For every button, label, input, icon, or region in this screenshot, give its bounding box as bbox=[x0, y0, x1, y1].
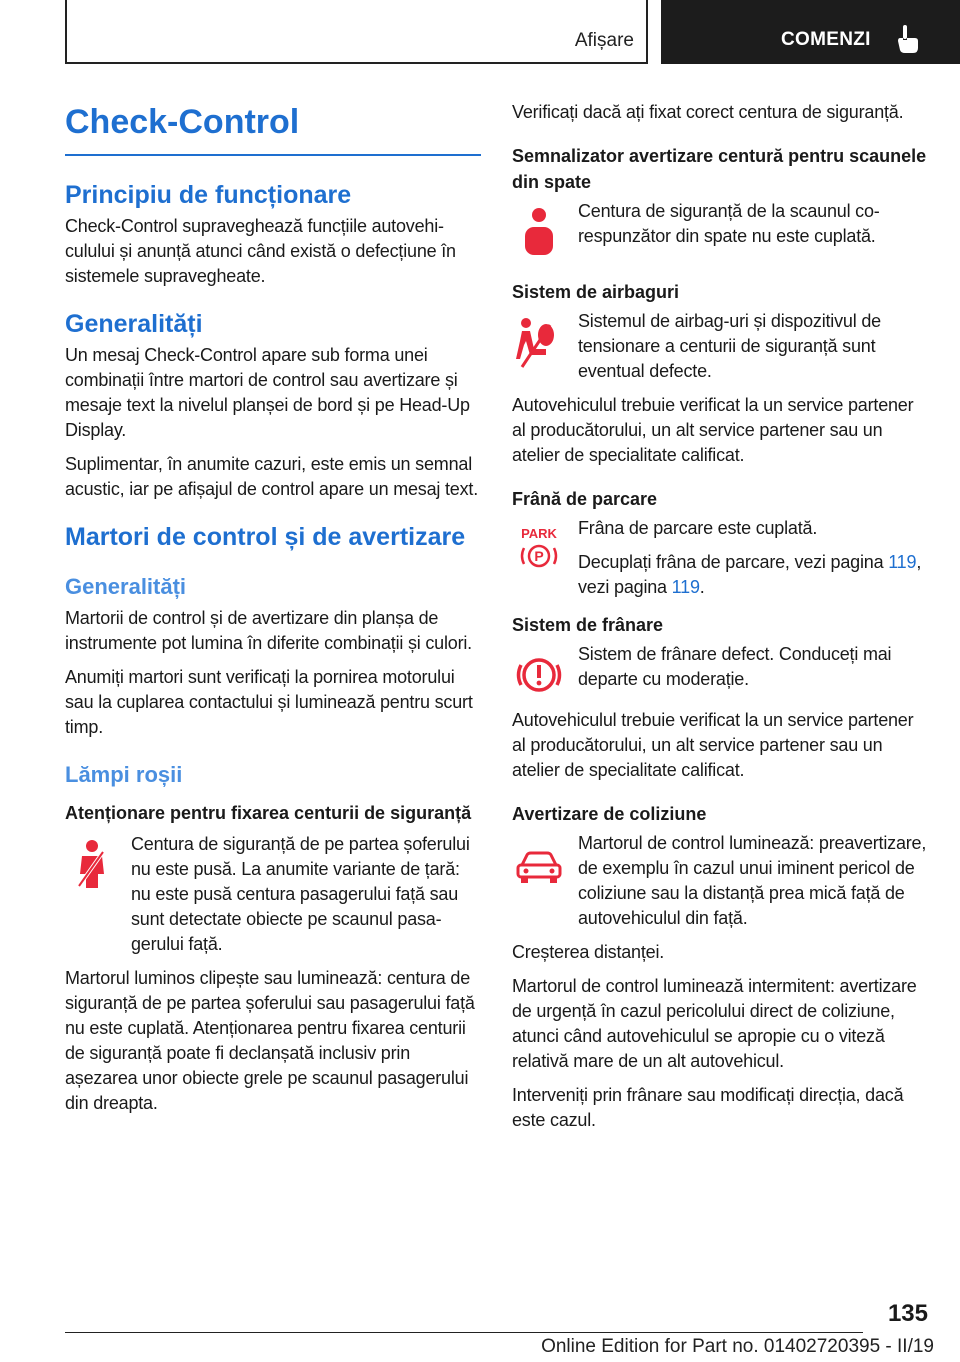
left-column bbox=[65, 100, 481, 1125]
paragraph-brake-2: Autovehiculul trebuie verificat la un service partener al producătorului, un alt service partener sau un atelier de specialitate calificat. bbox=[512, 710, 914, 780]
park-icon-text: PARK bbox=[521, 526, 557, 541]
title-rule bbox=[65, 154, 481, 156]
rear-seat-icon bbox=[512, 205, 566, 259]
page-link-119-a[interactable]: 119 bbox=[888, 552, 917, 572]
paragraph-collision-2: Creșterea distanței. bbox=[512, 942, 665, 962]
paragraph-check-belt: Verificați dacă ați fixat corect centura de siguranță. bbox=[512, 102, 904, 122]
paragraph-park-1: Frâna de parcare este cuplată. bbox=[578, 518, 818, 538]
heading-general: Generalități bbox=[65, 310, 203, 338]
subheading-park: Frână de parcare bbox=[512, 489, 658, 509]
heading-general-2: Generalități bbox=[65, 574, 187, 599]
airbag-icon bbox=[512, 315, 566, 369]
subheading-collision: Avertizare de coliziune bbox=[512, 804, 707, 824]
paragraph-belt-2: Martorul luminos clipește sau luminează: centura de siguranță de pe partea șoferului sau pasagerului față nu este cuplată. Atenționarea pentru fixarea centurii de siguranță poate fi declanșată inclusiv prin așezarea unor obiecte grele pe scaunul pasagerului din dreapta. bbox=[65, 968, 475, 1113]
subheading-belt: Atenționare pentru fixarea centurii de siguranță bbox=[65, 803, 472, 823]
header-tab-label: COMENZI bbox=[781, 29, 871, 50]
park-icon-letter: P bbox=[534, 548, 544, 564]
airbag-row bbox=[512, 309, 928, 384]
paragraph-brake-1: Sistem de frânare defect. Conduceți mai departe cu moderație. bbox=[578, 644, 892, 689]
park-row bbox=[512, 516, 928, 600]
brake-row bbox=[512, 642, 928, 708]
paragraph-general-2: Suplimentar, în anumite cazuri, este emis un semnal acustic, iar pe afișajul de control apare un mesaj text. bbox=[65, 454, 479, 499]
paragraph-belt-1: Centura de siguranță de pe partea șoferului nu este pusă. La anumite variante de țară: nu este pusă centura pasagerului față sau sunt detectate obiecte pe scaunul pasagerului față. bbox=[131, 834, 470, 954]
paragraph-general-1: Un mesaj Check-Control apare sub forma unei combinații între martori de control sau avertizare și mesaje text la nivelul planșei de bord și pe Head-Up Display. bbox=[65, 345, 470, 440]
car-collision-icon bbox=[512, 837, 566, 891]
hand-pointer-icon bbox=[894, 24, 922, 54]
right-column bbox=[512, 100, 928, 1142]
page-number: 135 bbox=[887, 1300, 928, 1327]
page-title: Check-Control bbox=[65, 103, 300, 141]
paragraph-collision-1: Martorul de control luminează: preavertizare, de exemplu în cazul unui iminent pericol de coliziune sau la distanță prea mică față de autovehiculul din față. bbox=[578, 833, 927, 928]
belt-warning-row bbox=[65, 832, 481, 957]
paragraph-principle: Check-Control supraveghează funcțiile autovehiculului și anunță atunci când există o defecțiune în sistemele supravegheate. bbox=[65, 216, 456, 286]
park-text-a: Decuplați frâna de parcare, vezi pagina bbox=[578, 552, 889, 572]
paragraph-collision-4: Interveniți prin frânare sau modificați direcția, dacă este cazul. bbox=[512, 1085, 904, 1130]
paragraph-rear-belt: Centura de siguranță de la scaunul corespunzător din spate nu este cuplată. bbox=[578, 201, 880, 246]
paragraph-airbag-2: Autovehiculul trebuie verificat la un service partener al producătorului, un alt service partener sau un atelier de specialitate calificat. bbox=[512, 395, 914, 465]
subheading-airbag: Sistem de airbaguri bbox=[512, 282, 680, 302]
subheading-brake: Sistem de frânare bbox=[512, 615, 664, 635]
page-link-119-b[interactable]: 119 bbox=[671, 577, 700, 597]
header-section-box bbox=[65, 0, 648, 64]
header-section-label: Afișare bbox=[574, 30, 634, 51]
park-text-c: . bbox=[699, 577, 705, 597]
heading-red-lamps: Lămpi roșii bbox=[65, 762, 183, 787]
paragraph-airbag-1: Sistemul de airbag-uri și dispozitivul de tensionare a centurii de siguranță sunt eventual defecte. bbox=[578, 311, 881, 381]
subheading-rear-belt: Semnalizator avertizare centură pentru scaunele din spate bbox=[512, 146, 927, 192]
park-text-b: , vezi pagina bbox=[578, 552, 922, 597]
header-tab[interactable] bbox=[661, 0, 960, 64]
heading-lamps: Martori de control și de avertizare bbox=[65, 523, 466, 551]
paragraph-lamps-1: Martorii de control și de avertizare din planșa de instrumente pot lumina în diferite combinații și culori. bbox=[65, 608, 472, 653]
rear-belt-row bbox=[512, 199, 928, 265]
paragraph-lamps-2: Anumiți martori sunt verificați la pornirea motorului sau la cuplarea contactului și luminează pentru scurt timp. bbox=[65, 667, 473, 737]
footer-edition: Online Edition for Part no. 01402720395 - II/19 bbox=[541, 1336, 934, 1357]
paragraph-park-2 bbox=[578, 550, 928, 600]
footer-rule bbox=[65, 1332, 863, 1333]
brake-warning-icon bbox=[512, 648, 566, 702]
collision-row bbox=[512, 831, 928, 931]
heading-principle: Principiu de funcționare bbox=[65, 181, 352, 209]
seatbelt-warning-icon bbox=[65, 838, 119, 892]
parking-brake-icon bbox=[512, 522, 566, 576]
paragraph-collision-3: Martorul de control luminează intermitent: avertizare de urgență în cazul pericolului direct de coliziune, atunci când autovehiculul se apropie cu o viteză relativă mare de un alt autovehicul. bbox=[512, 976, 917, 1071]
